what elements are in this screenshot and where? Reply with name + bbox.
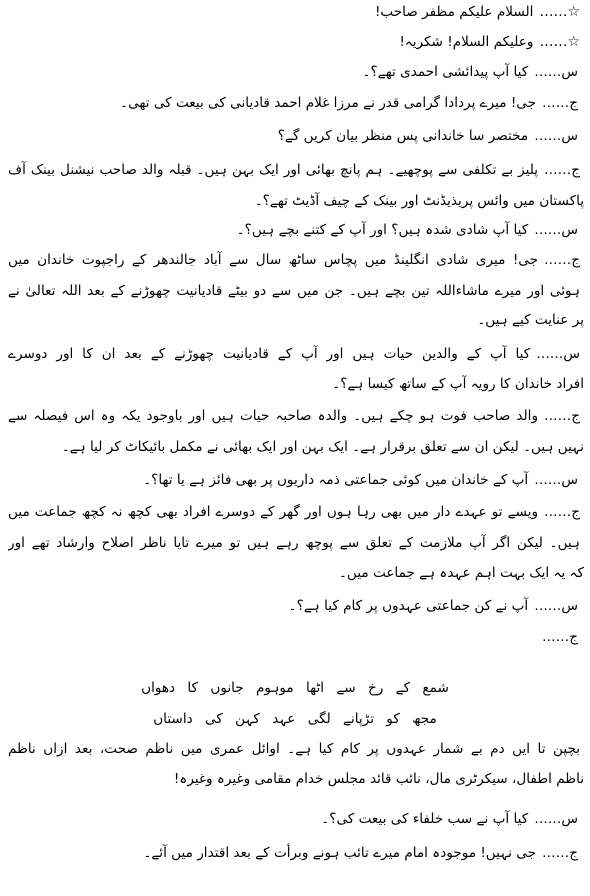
continuation-line [332,374,584,394]
continuation-line [174,769,584,789]
continuation-line [255,191,584,211]
question-text: کیا آپ پیدائشی احمدی تھے؟۔ [362,64,529,80]
continuation-line [8,739,580,761]
continuation-line [8,281,580,303]
question-marker: س…… [534,64,578,80]
answer-text: جی! میری شادی انگلینڈ میں پچاس ساٹھ سال سے آباد جالندھر کے راجپوت خاندان میں [8,252,539,268]
answer-line [120,93,578,113]
paragraph-text: نہیں ہیں۔ لیکن ان سے تعلق برقرار ہے۔ ایک بہن اور ایک بھائی نے مکمل بائیکاٹ کر لیا ہے۔ [61,439,584,455]
answer-marker: ج…… [542,629,578,645]
question-text: کیا آپ کے والدین حیات ہیں اور آپ کے قادیانیت چھوڑنے کے بعد ان کا اور دوسرے [8,346,531,362]
answer-line [536,627,578,647]
continuation-line [62,437,584,457]
question-marker: س…… [534,128,578,144]
continuation-line [339,563,584,583]
paragraph-text: افراد خاندان کا رویہ آپ کے ساتھ کیسا ہے؟۔ [332,376,584,392]
answer-line [8,250,580,272]
question-line [278,126,578,146]
question-text: آپ کے خاندان میں کوئی جماعتی ذمہ داریوں پر بھی فائز ہے یا تھا؟۔ [143,472,529,488]
paragraph-text: پر عنایت کیے ہیں۔ [477,312,584,328]
paragraph-text: کہ یہ ایک بہت اہم عہدہ ہے جماعت میں۔ [338,565,584,581]
paragraph-text: ہیں۔ لیکن اگر آپ ملازمت کے تعلق سے پوچھ رہے ہیں تو میرے تایا ناظر اصلاح وارشاد تھے اور [8,535,580,551]
continuation-line [8,533,580,555]
paragraph-text: بچپن تا ایں دم بے شمار عہدوں پر کام کیا ہے۔ اوائل عمری میں ناظم صحت، بعد ازاں ناظم [8,741,580,757]
question-text: کیا آپ نے سب خلفاء کی بیعت کی؟۔ [321,811,529,827]
answer-line [8,406,580,428]
greeting-text: السلام علیکم مظفر صاحب! [374,4,534,20]
answer-text: والد صاحب فوت ہو چکے ہیں۔ والدہ صاحبہ حیات ہیں اور باوجود یکہ وہ اس فیصلہ سے [8,408,539,424]
answer-marker: ج…… [542,845,578,861]
question-text: آپ نے کن جماعتی عہدوں پر کام کیا ہے؟۔ [288,598,529,614]
star-icon: ☆…… [539,4,580,20]
question-text: مختصر سا خاندانی پس منظر بیان کریں گے؟ [277,128,529,144]
answer-marker: ج…… [544,162,580,178]
greeting-line [375,2,580,22]
verse-text: شمع کے رخ سے اٹھا موہوم جانوں کا دھواں [141,680,449,696]
question-marker: س…… [536,346,580,362]
question-line [321,809,578,829]
answer-text: ویسے تو عہدے دار میں بھی رہا ہوں اور گھر کے دوسرے افراد بھی کچھ نہ کچھ جماعت میں [8,504,539,520]
question-line [363,62,578,82]
answer-text: جی نہیں! موجودہ امام میرے تائب ہونے وبرأت کے بعد اقتدار میں آئے۔ [143,845,537,861]
question-line [237,220,578,240]
question-marker: س…… [534,222,578,238]
answer-marker: ج…… [544,408,580,424]
question-marker: س…… [534,598,578,614]
answer-line [8,502,580,524]
continuation-line [477,310,584,330]
answer-text: پلیز بے تکلفی سے پوچھیے۔ ہم پانچ بھائی اور ایک بہن ہیں۔ قبلہ والد صاحب نیشنل بینک آف [8,162,539,178]
reply-text: وعلیکم السلام! شکریہ! [399,34,534,50]
reply-line [399,32,580,52]
question-marker: س…… [534,472,578,488]
verse-text: مجھ کو تڑپانے لگی عہد کہن کی داستاں [153,711,437,727]
question-line [289,596,578,616]
answer-marker: ج…… [544,504,580,520]
paragraph-text: پاکستان میں وائس پریذیڈنٹ اور بینک کے چیف آڈیٹ تھے؟۔ [254,193,584,209]
answer-line [8,160,580,182]
poetry-verse [0,678,590,698]
question-marker: س…… [534,811,578,827]
question-line [8,344,580,366]
star-icon: ☆…… [539,34,580,50]
paragraph-text: ہوئی اور میرے ماشاءاللہ تین بچے ہیں۔ جن میں سے دو بیٹے قادیانیت چھوڑنے کے بعد اللہ تعالیٰ نے [8,283,580,299]
answer-text: جی! میرے پردادا گرامی قدر نے مرزا غلام احمد قادیانی کی بیعت کی تھی۔ [120,95,537,111]
question-line [143,470,578,490]
question-text: کیا آپ شادی شدہ ہیں؟ اور آپ کے کتنے بچے ہیں؟۔ [236,222,529,238]
answer-marker: ج…… [544,252,580,268]
poetry-verse [0,709,590,729]
answer-marker: ج…… [542,95,578,111]
paragraph-text: ناظم اطفال، سیکرٹری مال، نائب قائد مجلس خدام مقامی وغیرہ وغیرہ! [173,771,584,787]
answer-line [143,843,578,863]
